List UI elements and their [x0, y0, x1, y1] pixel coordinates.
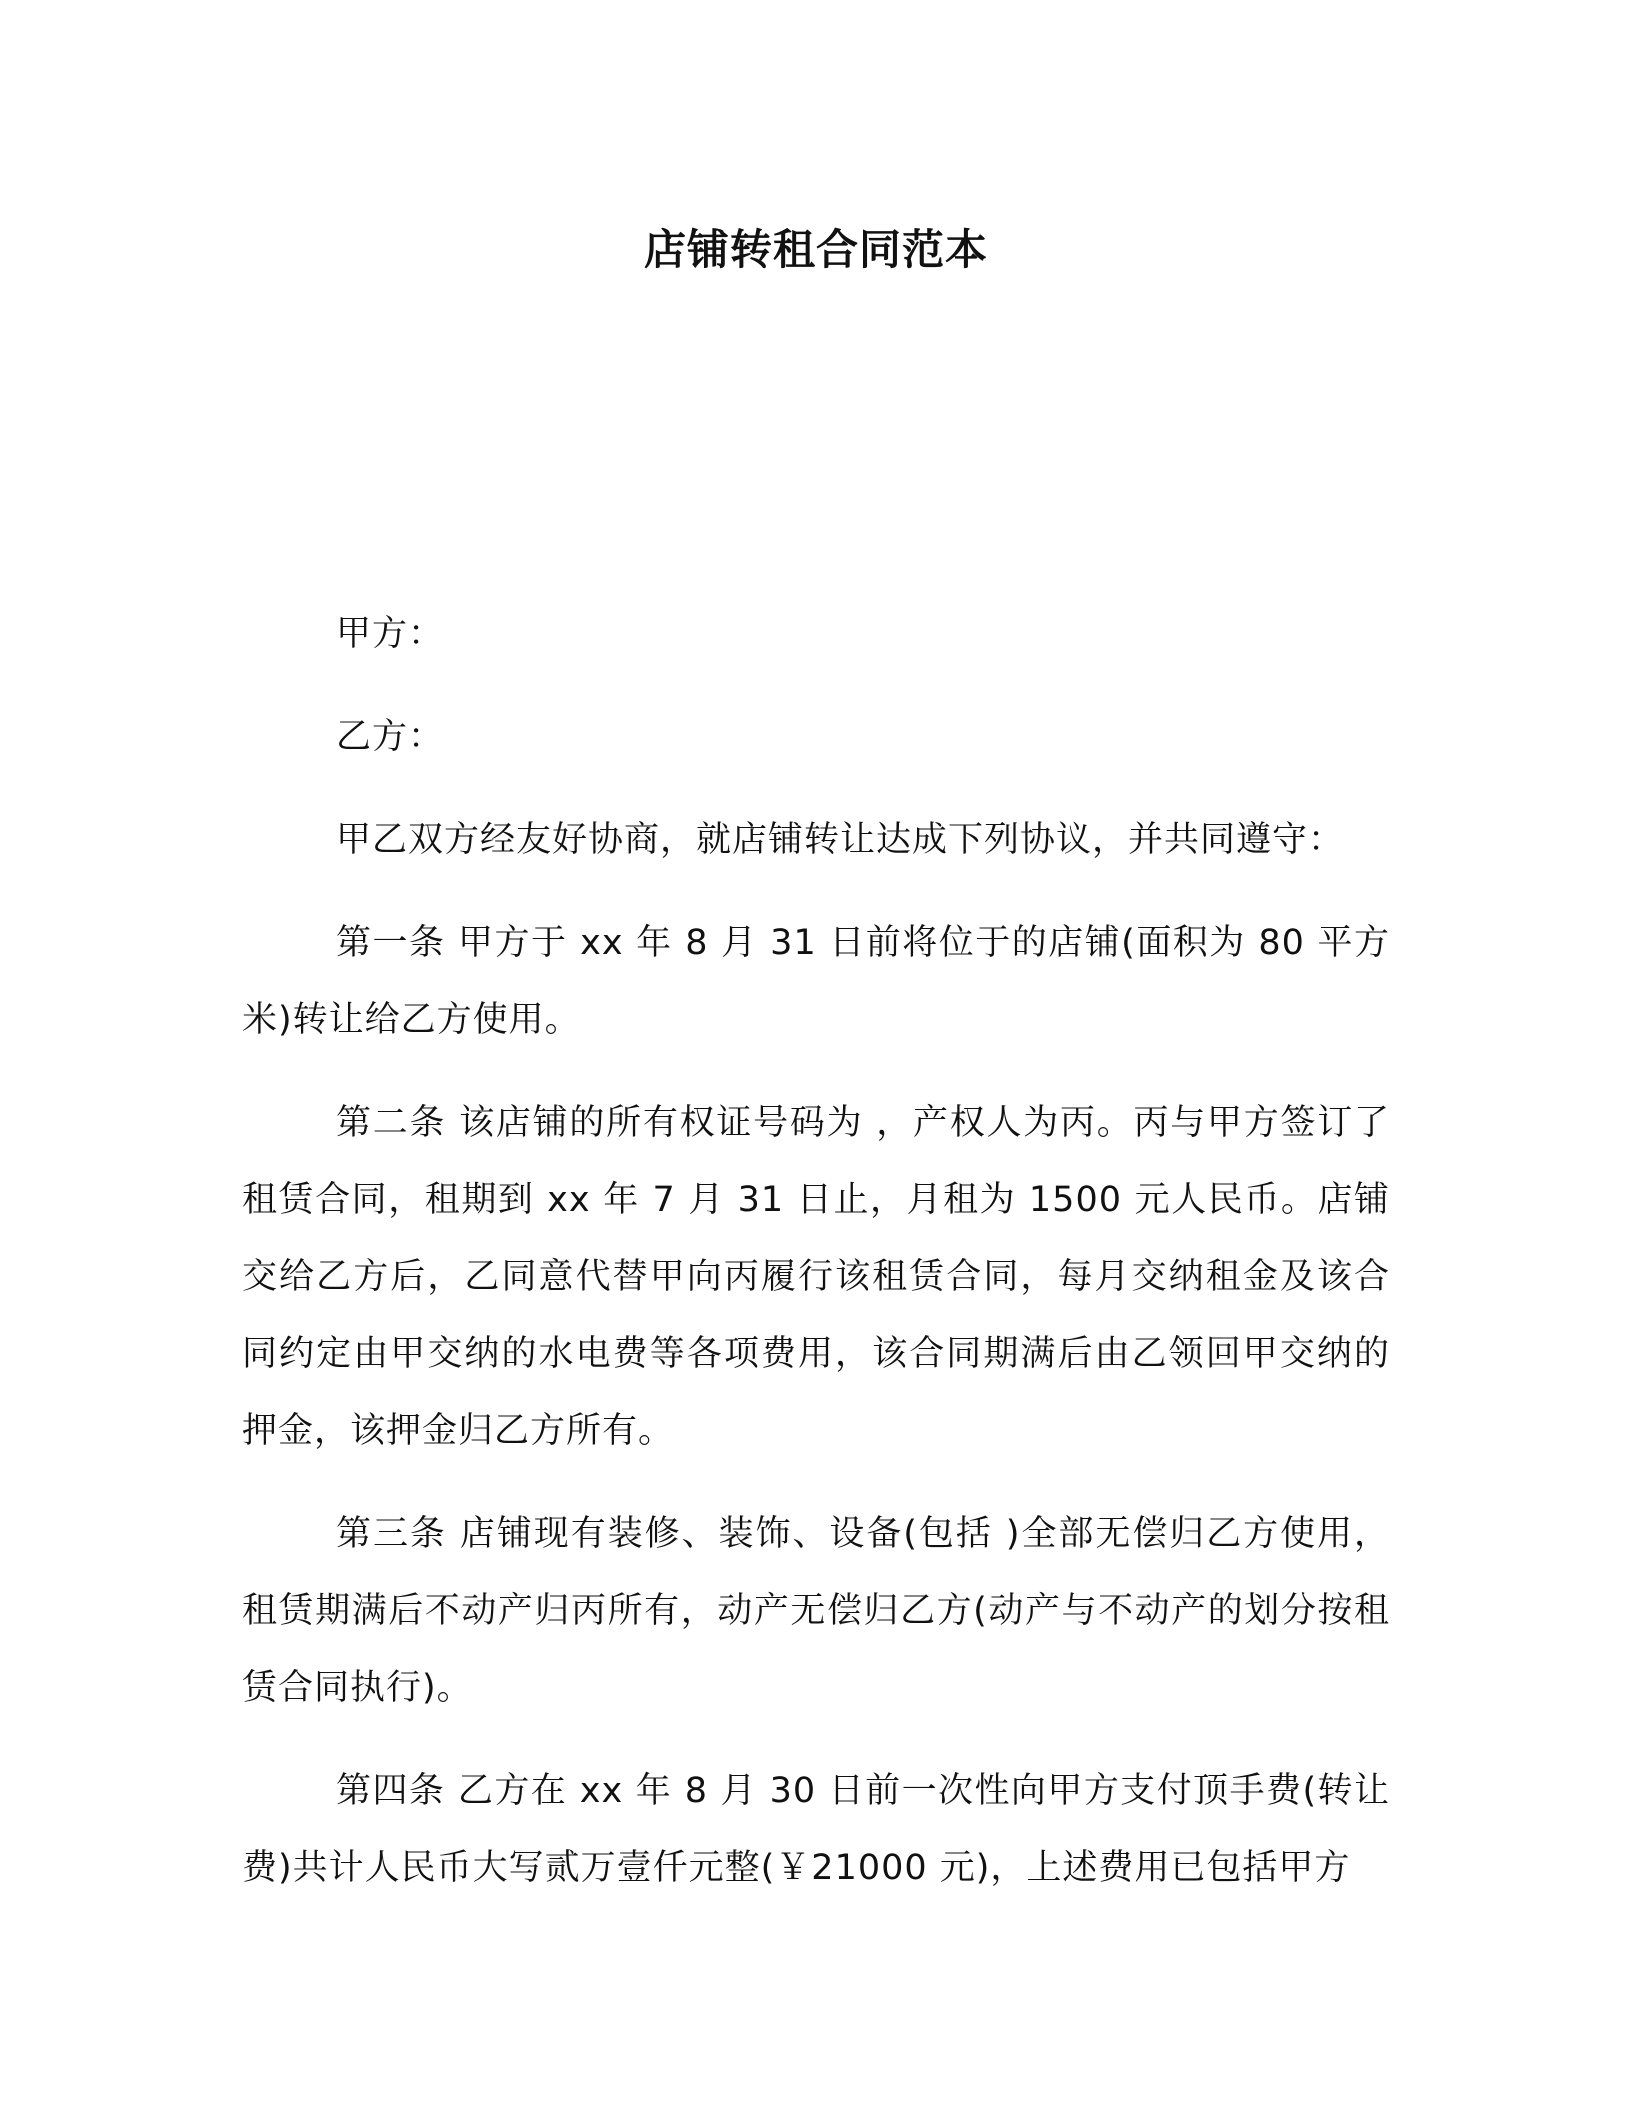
party-a-line: 甲方： [336, 614, 445, 654]
article-4: 第四条 乙方在 xx 年 8 月 30 日前一次性向甲方支付顶手费(转让费)共计人民币大写贰万壹仟元整(￥21000 元)，上述费用已包括甲方 [242, 1771, 1390, 1888]
party-b-line: 乙方： [336, 717, 445, 757]
article-2: 第二条 该店铺的所有权证号码为 ，产权人为丙。丙与甲方签订了租赁合同，租期到 xx 年 7 月 31 日止，月租为 1500 元人民币。店铺交给乙方后，乙同意代替甲向丙履行该租赁合同，每月交纳租金及该合同约定由甲交纳的水电费等各项费用，该合同期满后由乙领回甲交纳的押金，该押金归乙方所有。 [242, 1103, 1390, 1451]
document-body [242, 596, 1390, 1933]
article-3: 第三条 店铺现有装修、装饰、设备(包括 )全部无偿归乙方使用，租赁期满后不动产归丙所有，动产无偿归乙方(动产与不动产的划分按租赁合同执行)。 [242, 1514, 1390, 1708]
article-1: 第一条 甲方于 xx 年 8 月 31 日前将位于的店铺(面积为 80 平方米)转让给乙方使用。 [242, 923, 1390, 1040]
intro-paragraph: 甲乙双方经友好协商，就店铺转让达成下列协议，并共同遵守： [336, 820, 1345, 860]
document-title: 店铺转租合同范本 [643, 225, 988, 274]
